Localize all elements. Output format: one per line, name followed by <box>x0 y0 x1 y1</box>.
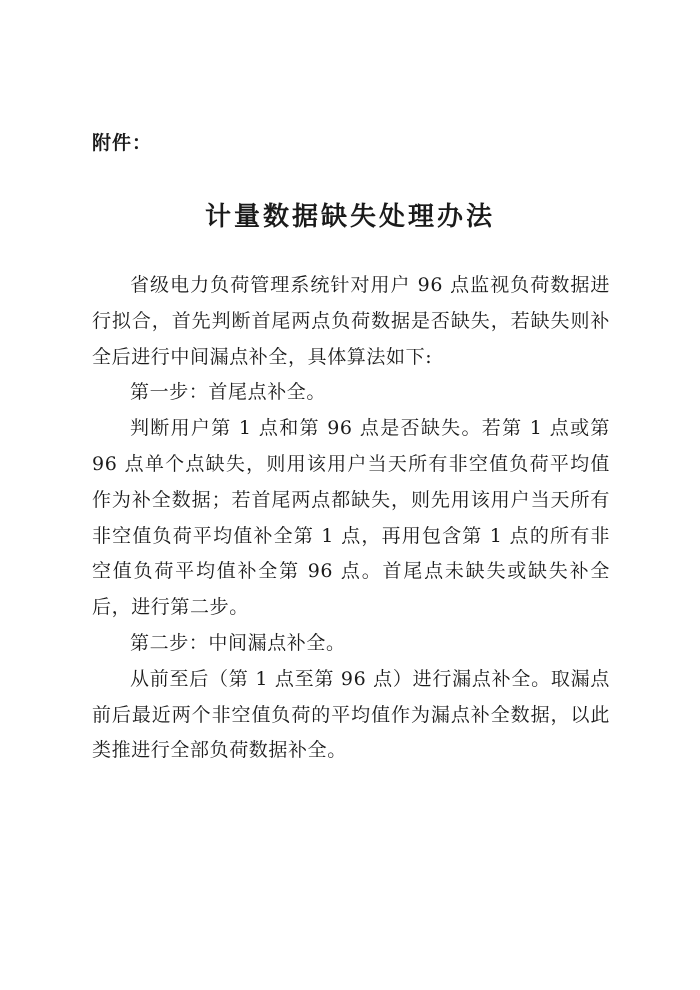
paragraph-step-one-detail: 判断用户第 1 点和第 96 点是否缺失。若第 1 点或第 96 点单个点缺失，则用该用户当天所有非空值负荷平均值作为补全数据；若首尾两点都缺失，则先用该用户当天所有非空值负荷平均值补全第 1 点，再用包含第 1 点的所有非空值负荷平均值补全第 96 点。首尾点未缺失或缺失补全后，进行第二步。 <box>92 417 610 619</box>
paragraph-step-two-heading: 第二步：中间漏点补全。 <box>130 631 346 654</box>
attachment-label: 附件： <box>92 132 153 154</box>
document-title: 计量数据缺失处理办法 <box>204 202 495 232</box>
document-body <box>92 268 610 769</box>
paragraph-intro: 省级电力负荷管理系统针对用户 96 点监视负荷数据进行拟合，首先判断首尾两点负荷数据是否缺失，若缺失则补全后进行中间漏点补全，具体算法如下: <box>92 274 610 368</box>
paragraph-step-one-heading: 第一步：首尾点补全。 <box>130 381 327 404</box>
paragraph-step-two-detail: 从前至后（第 1 点至第 96 点）进行漏点补全。取漏点前后最近两个非空值负荷的平均值作为漏点补全数据，以此类推进行全部负荷数据补全。 <box>92 667 610 762</box>
